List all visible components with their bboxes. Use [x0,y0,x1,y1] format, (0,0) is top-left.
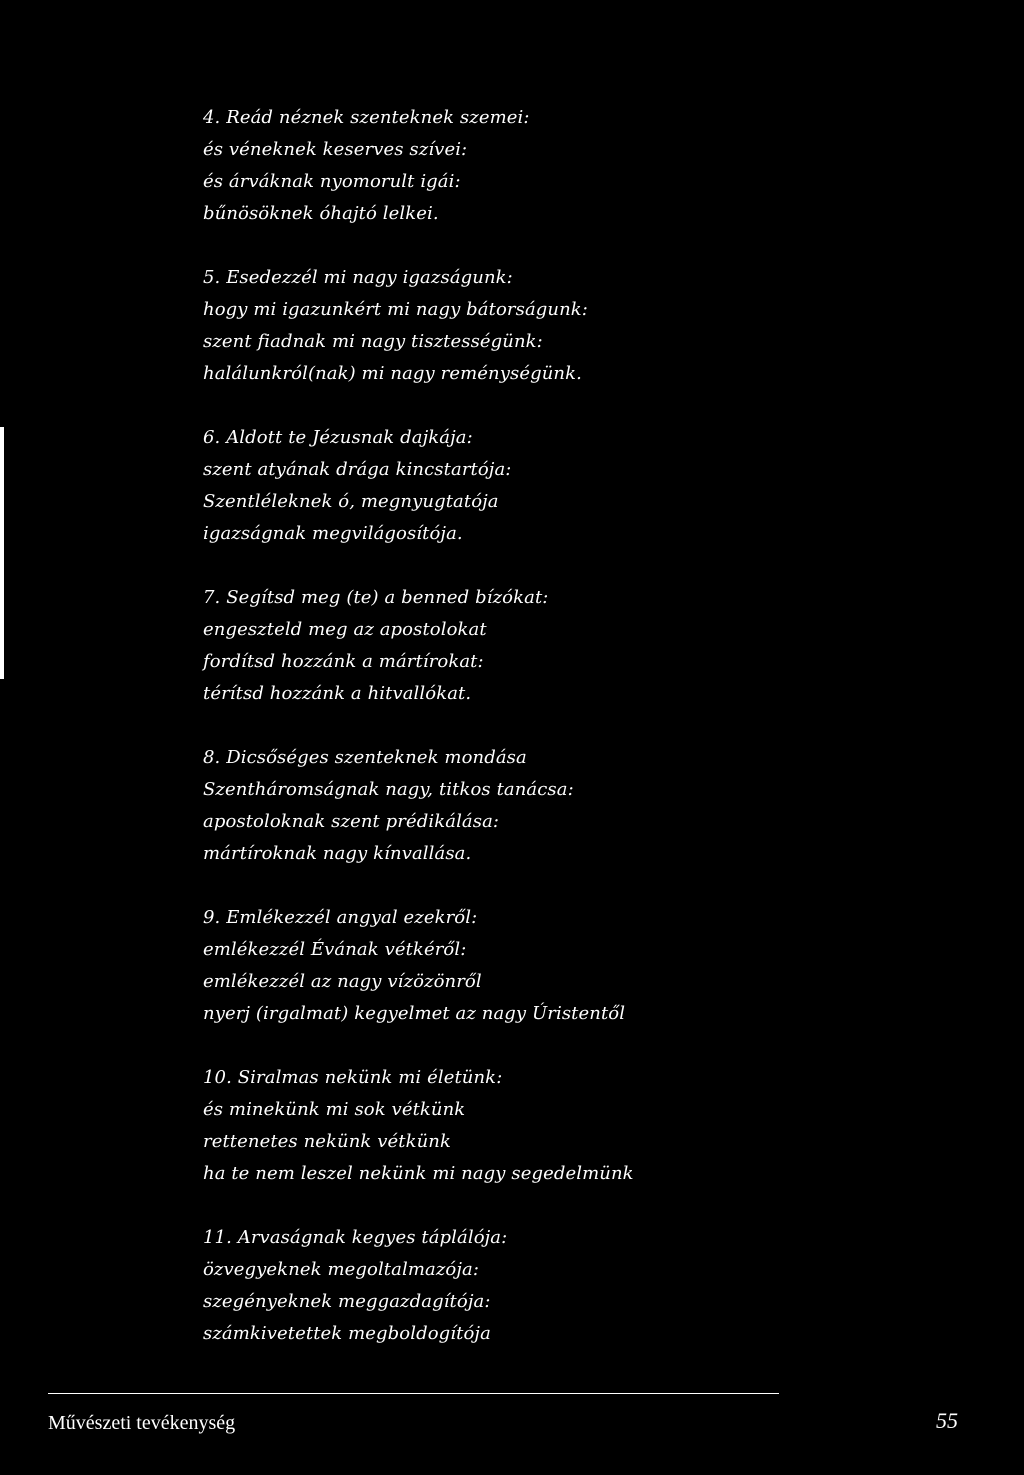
footer-divider [48,1393,779,1394]
poem-line: Szentléleknek ó, megnyugtatója [203,491,499,512]
poem-line: emlékezzél az nagy vízözönről [203,971,482,992]
stanza-4 [203,102,983,230]
poem-line: és árváknak nyomorult igái: [203,171,461,192]
poem-line: rettenetes nekünk vétkünk [203,1131,451,1152]
poem-line: apostoloknak szent prédikálása: [203,811,500,832]
poem-line: emlékezzél Évának vétkéről: [203,939,467,960]
footer-section-title: Művészeti tevékenység [48,1412,236,1434]
poem-line: 5. Esedezzél mi nagy igazságunk: [203,267,513,288]
poem-line: nyerj (irgalmat) kegyelmet az nagy Úristentől [203,1003,626,1024]
scan-edge-mark [0,427,4,679]
stanza-5 [203,262,983,390]
stanza-7 [203,582,983,710]
stanza-11 [203,1222,983,1350]
poem-line: 10. Siralmas nekünk mi életünk: [203,1067,503,1088]
poem-line: szent fiadnak mi nagy tisztességünk: [203,331,543,352]
page-number: 55 [936,1408,958,1433]
poem-line: 7. Segítsd meg (te) a benned bízókat: [203,587,549,608]
poem-line: számkivetettek megboldogítója [203,1323,491,1344]
poem-line: halálunkról(nak) mi nagy reménységünk. [203,363,582,384]
poem-line: szent atyának drága kincstartója: [203,459,512,480]
poem-line: bűnösöknek óhajtó lelkei. [203,203,439,224]
poem-line: mártíroknak nagy kínvallása. [203,843,472,864]
poem-line: és véneknek keserves szívei: [203,139,468,160]
poem-line: engeszteld meg az apostolokat [203,619,487,640]
poem-line: Szentháromságnak nagy, titkos tanácsa: [203,779,574,800]
poem-line: 9. Emlékezzél angyal ezekről: [203,907,478,928]
stanza-6 [203,422,983,550]
poem-line: 11. Arvaságnak kegyes táplálója: [203,1227,508,1248]
poem-line: hogy mi igazunkért mi nagy bátorságunk: [203,299,588,320]
poem [203,102,983,1382]
poem-line: szegényeknek meggazdagítója: [203,1291,491,1312]
stanza-9 [203,902,983,1030]
poem-line: és minekünk mi sok vétkünk [203,1099,466,1120]
poem-line: térítsd hozzánk a hitvallókat. [203,683,472,704]
stanza-8 [203,742,983,870]
poem-line: igazságnak megvilágosítója. [203,523,463,544]
poem-line: 6. Aldott te Jézusnak dajkája: [203,427,473,448]
poem-line: fordítsd hozzánk a mártírokat: [203,651,484,672]
poem-line: ha te nem leszel nekünk mi nagy segedelmünk [203,1163,634,1184]
poem-line: 8. Dicsőséges szenteknek mondása [203,747,527,768]
stanza-10 [203,1062,983,1190]
poem-line: özvegyeknek megoltalmazója: [203,1259,480,1280]
poem-line: 4. Reád néznek szenteknek szemei: [203,107,530,128]
